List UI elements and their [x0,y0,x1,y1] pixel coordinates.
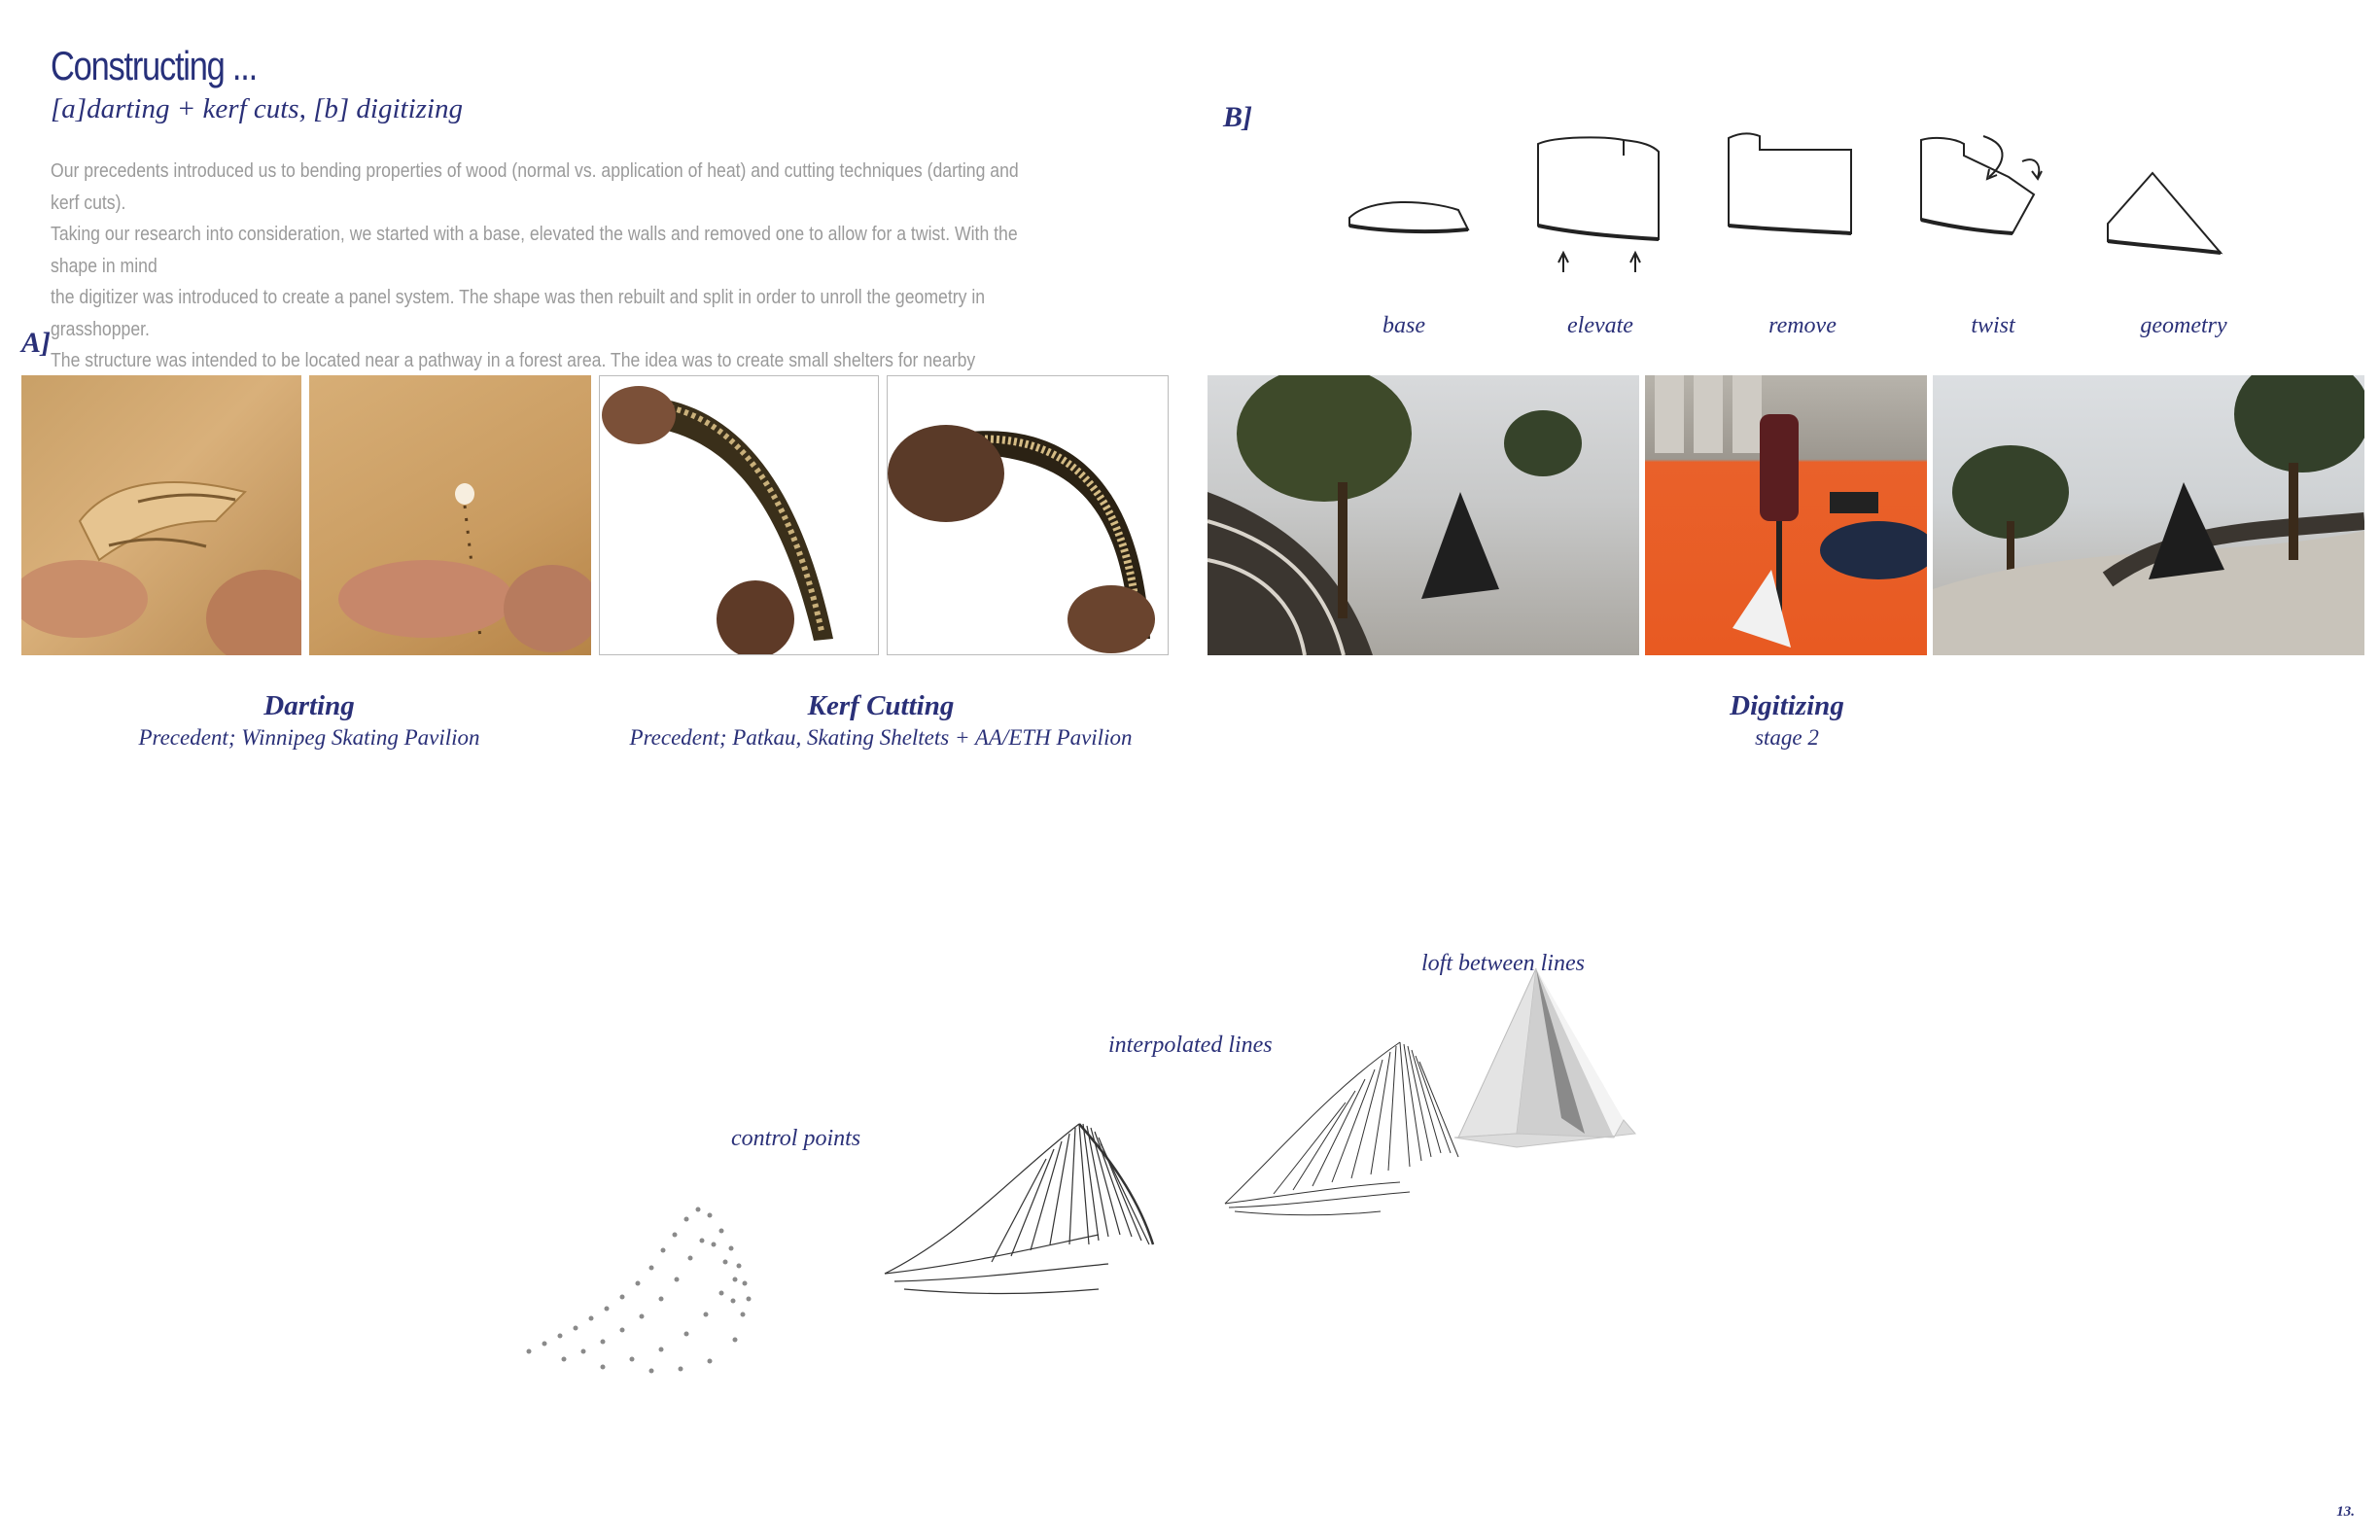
model-photo-1 [1208,375,1639,655]
elevate-shape-icon [1538,137,1659,272]
intro-paragraph [51,156,1021,408]
geometry-shape-icon [2108,173,2221,253]
step-label-elevate: elevate [1567,313,1633,338]
section-b-label: B] [1223,101,1252,133]
section-a-label: A] [21,327,51,359]
intro-line: the digitizer was introduced to create a panel system. The shape was then rebuilt and split in order to unroll the geometry in grasshopper. [51,286,986,340]
step-label-remove: remove [1768,313,1837,338]
page-number: 13. [2336,1504,2355,1520]
step-label-base: base [1382,313,1425,338]
kerf-photo-1 [599,375,879,655]
twist-shape-icon [1921,136,2042,233]
step-diagrams [1332,117,2256,272]
kerf-caption-sub: Precedent; Patkau, Skating Sheltets + AA/ETH Pavilion [629,725,1133,750]
kerf-photo-2 [887,375,1169,655]
base-shape-icon [1349,202,1468,231]
remove-shape-icon [1729,133,1851,233]
darting-photo-2 [309,375,591,655]
step-label-geometry: geometry [2140,313,2227,338]
digitizing-caption-title: Digitizing [1730,690,1844,721]
kerf-caption-title: Kerf Cutting [807,690,955,721]
intro-line: Our precedents introduced us to bending properties of wood (normal vs. application of heat) and cutting techniques (darting and kerf cuts). [51,159,1019,214]
page-title: Constructing ... [51,43,257,88]
label-interpolated-lines: interpolated lines [1108,1032,1273,1058]
darting-caption-title: Darting [263,690,355,721]
page-subtitle: [a]darting + kerf cuts, [b] digitizing [51,93,463,124]
darting-photo-1 [21,375,301,655]
interpolated-lines-figure [885,1124,1153,1294]
digitizing-caption-sub: stage 2 [1755,725,1819,750]
process-diagram [506,953,1847,1381]
digitizer-photo [1645,375,1927,655]
intro-line: The structure was intended to be located near a pathway in a forest area. The idea was to create small shelters for nearby [51,349,976,371]
lofted-surface-figure [1454,968,1635,1147]
control-points-figure [527,1208,752,1374]
darting-caption-sub: Precedent; Winnipeg Skating Pavilion [138,725,480,750]
label-loft-between-lines: loft between lines [1421,951,1585,976]
label-control-points: control points [731,1126,861,1151]
intro-line: Taking our research into consideration, we started with a base, elevated the walls and removed one to allow for a twist. With the shape in mind [51,223,1018,277]
loft-lines-figure [1225,1042,1458,1215]
step-label-twist: twist [1971,313,2015,338]
model-photo-2 [1933,375,2364,655]
